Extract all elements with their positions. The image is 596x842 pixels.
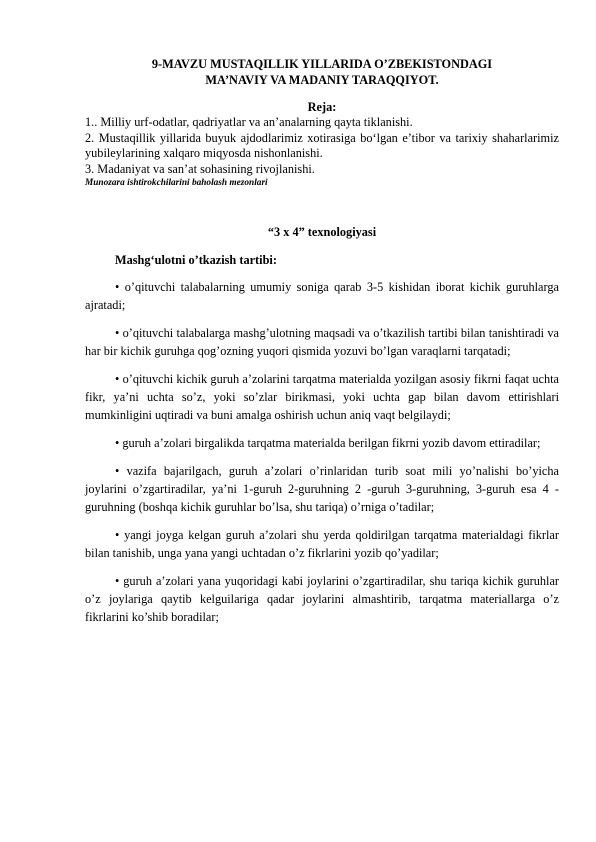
procedure-step: • guruh a’zolari birgalikda tarqatma materialda berilgan fikrni yozib davom ettiradilar; — [115, 436, 541, 450]
procedure-step: • guruh a’zolari yana yuqoridagi kabi joylarini o’zgartiradilar, shu tariqa kichik guruhlar o’z joylariga qaytib kelguilariga qadar joylarini almashtirib, tarqatma materiallarga o’z fikrlarini ko’shib boradilar; — [85, 574, 559, 624]
document-title-line-1: 9-MAVZU MUSTAQILLIK YILLARIDA O’ZBEKISTONDAGI — [151, 57, 493, 71]
procedure-step: • yangi joyga kelgan guruh a’zolari shu yerda qoldirilgan tarqatma materialdagi fikrlar bilan tanishib, unga yana yangi uchtadan o’z fikrlarini yozib qo’yadilar; — [85, 528, 559, 560]
procedure-step: • o’qituvchi talabalarning umumiy soniga qarab 3-5 kishidan iborat kichik guruhlarga ajratadi; — [85, 280, 559, 312]
plan-item: 3. Madaniyat va san’at sohasining rivojlanishi. — [85, 161, 315, 176]
technology-title: “3 x 4” texnologiyasi — [267, 225, 377, 239]
plan-item: 2. Mustaqillik yillarida buyuk ajdodlarimiz xotirasiga bo‘lgan e’tibor va tarixiy shaharlarimiz yubileylarining xalqaro miqyosda nishonlanishi. — [85, 130, 559, 160]
document-title-line-2: MA’NAVIY VA MADANIY TARAQQIYOT. — [205, 73, 439, 87]
plan-list — [85, 115, 559, 177]
procedure-steps — [85, 278, 559, 626]
procedure-step: • o’qituvchi kichik guruh a’zolarini tarqatma materialda yozilgan asosiy fikrni faqat uchta fikr, ya’ni uchta so’z, yoki so’zlar birikmasi, yoki uchta gap bilan davom ettirishlari mumkinligini uqtiradi va buni amalga oshirish uchun aniq vaqt belgilaydi; — [85, 372, 559, 422]
procedure-step: • vazifa bajarilgach, guruh a’zolari o’rinlaridan turib soat mili yo’nalishi bo’yicha joylarini o’zgartiradilar, ya’ni 1-guruh 2-guruhning 2 -guruh 3-guruhning, 3-guruh esa 4 - guruhning (boshqa kichik guruhlar bo’lsa, shu tariqa) o’rniga o’tadilar; — [85, 464, 559, 514]
document-page — [85, 56, 559, 626]
criteria-note: Munozara ishtirokchilarini baholash mezonlari — [85, 178, 268, 188]
procedure-step: • o’qituvchi talabalarga mashg’ulotning maqsadi va o’tkazilish tartibi bilan tanishtiradi va har bir kichik guruhga qog’ozning yuqori qismida yozuvi bo’lgan varaqlarni tarqatadi; — [85, 326, 559, 358]
plan-heading: Reja: — [307, 100, 337, 114]
plan-item: 1.. Milliy urf-odatlar, qadriyatlar va an’analarning qayta tiklanishi. — [85, 115, 413, 129]
procedure-heading: Mashg‘ulotni o’tkazish tartibi: — [115, 253, 277, 267]
